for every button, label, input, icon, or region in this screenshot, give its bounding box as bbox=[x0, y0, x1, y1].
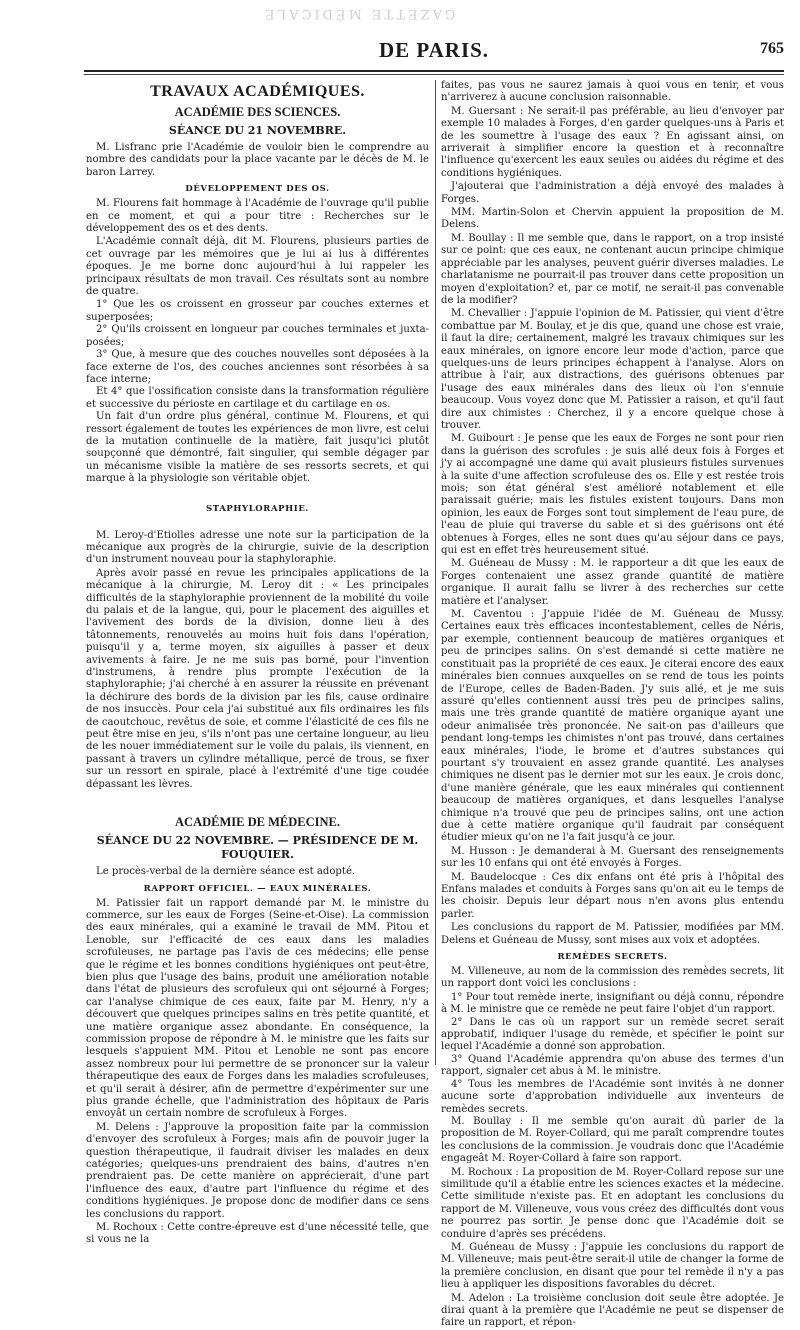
paragraph: M. Guibourt : Je pense que les eaux de Forges ne sont pour rien dans la guérison des scrofules : je suis allé deux fois à Forges et j'y ai accompagné une dame qui avait plusieurs fistules survenues à la suite d'une affection scrofuleuse des os. Elle y est restée trois mois; son état général s'est amélioré notablement et elle paraissait guérie; mais les fistules existent toujours. Dans mon opinion, les eaux de Forges sont tout simplement de l'eau pure, de l'eau de pluie qui traverse du sable et si des guérisons ont été obtenues à Forges, elles ne sont dues qu'au séjour dans ce pays, qui est en effet très heureusement situé. bbox=[441, 433, 784, 557]
paragraph: M. Adelon : La troisième conclusion doit seule être adoptée. Je dirai quant à la première que l'Académie ne peut se dispenser de faire un rapport, et répon- bbox=[441, 1292, 784, 1329]
seance-heading: SÉANCE DU 22 NOVEMBRE. — PRÉSIDENCE DE M. FOUQUIER. bbox=[96, 834, 419, 862]
paragraph: M. Baudelocque : Ces dix enfans ont été pris à l'hôpital des Enfans malades et conduits à Forges sans qu'on ait eu le temps de les choisir. Depuis leur départ nous n'en avons plus entendu parler. bbox=[441, 871, 784, 920]
paragraph: Les conclusions du rapport de M. Patissier, modifiées par MM. Delens et Guéneau de Mussy, sont mises aux voix et adoptées. bbox=[441, 922, 784, 946]
findings-list bbox=[86, 299, 429, 411]
paragraph: M. Chevallier : J'appuie l'opinion de M. Patissier, qui vient d'être combattue par M. Boulay, et je dis que, quand une chose est vraie, il faut la dire; certainement, malgré les travaux chimiques sur les eaux minérales, on ignore encore leur mode d'action, parce que quelques-uns de leurs principes échappent à l'analyse. Alors on attribue à l'air, aux distractions, des guérisons obtenues par l'usage des eaux minérales dans des lieux où l'on s'ennuie beaucoup. Vous voyez donc que M. Patissier a raison, et qu'il faut dire aux chimistes : Cherchez, il y a encore quelque chose à trouver. bbox=[441, 308, 784, 431]
paragraph: M. Villeneuve, au nom de la commission des remèdes secrets, lit un rapport dont voici les conclusions : bbox=[441, 966, 784, 990]
show-through-text: GAZETTE MÉDICALE bbox=[262, 6, 456, 21]
subheading: RAPPORT OFFICIEL. — EAUX MINÉRALES. bbox=[143, 883, 372, 894]
paragraph: M. Guéneau de Mussy : M. le rapporteur a dit que les eaux de Forges contenaient une assez grande quantité de matière organique. Il aurait fallu se livrer à des recherches sur cette matière et l'analyser. bbox=[441, 558, 784, 607]
header-rule bbox=[84, 70, 784, 72]
paragraph: M. Delens : J'approuve la proposition faite par la commission d'envoyer des scrofuleux à Forges; mais afin de pouvoir juger la question thérapeutique, il faudrait diviser les malades en deux catégories; quelques-uns prendraient des bains, d'autres n'en prendraient pas. De cette manière on apprécierait, d'une part l'influence des eaux, d'autre part l'influence du régime et des conditions hygiéniques. Je propose donc de modifier dans ce sens les conclusions du rapport. bbox=[86, 1121, 429, 1220]
list-item: 2° Dans le cas où un rapport sur un remède secret serait approbatif, indiquer l'usage du remède, et spécifier le point sur lequel l'Académie a donné son approbation. bbox=[441, 1016, 784, 1053]
column-divider bbox=[435, 80, 436, 1065]
paragraph: J'ajouterai que l'administration a déjà envoyé des malades à Forges. bbox=[441, 181, 784, 205]
paragraph: faites, pas vous ne saurez jamais à quoi vous en tenir, et vous n'arriverez à aucune conclusion raisonnable. bbox=[441, 80, 784, 104]
paragraph: M. Flourens fait hommage à l'Académie de l'ouvrage qu'il publie en ce moment, et qui a pour titre : Recherches sur le développement des os et des dents. bbox=[86, 198, 429, 235]
paragraph: M. Lisfranc prie l'Académie de vouloir bien le comprendre au nombre des candidats pour la place vacante par le décès de M. le baron Larrey. bbox=[86, 142, 429, 178]
left-column bbox=[86, 80, 429, 1246]
list-item: Et 4° que l'ossification consiste dans la transformation régulière et successive du périoste en cartilage et du cartilage en os. bbox=[86, 386, 429, 410]
subheading: STAPHYLORAPHIE. bbox=[206, 503, 309, 514]
paragraph: M. Boullay : Il me semble qu'on aurait dû parler de la proposition de M. Royer-Collard, qui me paraît comprendre toutes les conclusions de la commission. Je voudrais donc que l'Académie engageât M. Royer-Collard à faire son rapport. bbox=[441, 1115, 784, 1165]
right-column bbox=[441, 80, 784, 1329]
subheading: DÉVELOPPEMENT DES OS. bbox=[185, 184, 330, 195]
paragraph: Le procès-verbal de la dernière séance est adopté. bbox=[96, 866, 356, 878]
page-number: 765 bbox=[760, 40, 784, 57]
paragraph: Un fait d'un ordre plus général, continue M. Flourens, et qui ressort également de toutes les expériences de mon livre, est celui de la mutation continuelle de la matière, fait jusqu'ici plutôt soupçonné que démontré, fait singulier, qui semble dégager par un mécanisme visible la matière de ses ressorts secrets, et qui marque à la physiologie son véritable objet. bbox=[86, 411, 429, 485]
paragraph: L'Académie connaît déjà, dit M. Flourens, plusieurs parties de cet ouvrage par les mémoires que je lui ai lus à différentes époques. Je me borne donc aujourd'hui à lui rappeler les principaux résultats de mon travail. Ces résultats sont au nombre de quatre. bbox=[86, 236, 429, 298]
academy-heading: ACADÉMIE DE MÉDECINE. bbox=[175, 815, 340, 830]
seance-heading: SÉANCE DU 21 NOVEMBRE. bbox=[168, 124, 347, 137]
paragraph: M. Rochoux : La proposition de M. Royer-Collard repose sur une similitude qu'il a établie entre les sciences exactes et la médecine. Cette similitude n'existe pas. Et en adoptant les conclusions du rapport de M. Villeneuve, vous vous créez des difficultés dont vous ne pourrez pas sortir. Je pense donc que l'Académie doit se conduire d'après ses précédens. bbox=[441, 1166, 784, 1240]
running-title: DE PARIS. bbox=[378, 38, 490, 62]
paragraph: MM. Martin-Solon et Chervin appuient la proposition de M. Delens. bbox=[441, 207, 784, 231]
paragraph: M. Guersant : Ne serait-il pas préférable, au lieu d'envoyer par exemple 10 malades à Forges, d'en garder quelques-uns à Paris et de les soumettre à l'usage des eaux ? En agissant ainsi, on arriverait à simplifier encore la question et à reconnaître l'influence qu'exercent les eaux seules ou aidées du régime et des conditions hygiéniques. bbox=[441, 105, 784, 179]
paragraph: M. Patissier fait un rapport demandé par M. le ministre du commerce, sur les eaux de Forges (Seine-et-Oise). La commission des eaux minérales, qui a examiné le travail de MM. Pitou et Lenoble, sur l'efficacité de ces eaux dans les maladies scrofuleuses, ne partage pas l'avis de ces médecins; elle pense que le régime et les bonnes conditions hygiéniques ont peut-être, bien plus que l'usage des bains, produit une amélioration notable dans l'état de plusieurs des scrofuleux qui ont séjourné à Forges; car l'analyse chimique de ces eaux, faite par M. Henry, n'y a découvert que quelques principes salins en très petite quantité, et une matière organique assez abondante. En conséquence, la commission propose de répondre à M. le ministre que les faits sur lesquels s'appuient MM. Pitou et Lenoble ne sont pas encore assez nombreux pour lui permettre de se prononcer sur la valeur thérapeutique des eaux de Forges dans les maladies scrofuleuses, et qu'il serait à désirer, afin de permettre d'expérimenter sur une plus grande échelle, que l'administration des hôpitaux de Paris envoyât un certain nombre de scrofuleux à Forges. bbox=[86, 897, 429, 1120]
academy-heading: ACADÉMIE DES SCIENCES. bbox=[174, 105, 341, 119]
conclusions-list bbox=[441, 992, 784, 1116]
paragraph: M. Rochoux : Cette contre-épreuve est d'une nécessité telle, que si vous ne la bbox=[86, 1222, 429, 1246]
paragraph: M. Caventou : J'appuie l'idée de M. Guéneau de Mussy. Certaines eaux très efficaces incontestablement, celles de Néris, par exemple, contiennent beaucoup de matières organiques et peu de principes salins. On s'est demandé si cette matière ne constituait pas la propriété de ces eaux. Je citerai encore des eaux minérales bien connues auxquelles on se rend de tous les points de l'Europe, celles de Baden-Baden. J'y suis allé, et je me suis assuré qu'elles contiennent aussi très peu de principes salins, mais une très grande quantité de matière organique ayant une odeur animalisée très prononcée. Ne sait-on pas d'ailleurs que pendant long-temps les chimistes n'ont pas trouvé, dans certaines eaux minérales, l'iode, le brome et d'autres substances qui pourtant s'y trouvaient en assez grande quantité. Les analyses chimiques ne disent pas le dernier mot sur les eaux. Je crois donc, d'une manière générale, que les eaux minérales qui contiennent beaucoup de matières organiques, et dans lesquelles l'analyse chimique n'a trouvé que peu de principes salins, ont une action due à cette matière organique qu'il faudrait par conséquent étudier mieux qu'on ne l'a fait jusqu'à ce jour. bbox=[441, 609, 784, 844]
paragraph: M. Husson : Je demanderai à M. Guersant des renseignements sur les 10 enfans qui ont été envoyés à Forges. bbox=[441, 845, 784, 870]
list-item: 4° Tous les membres de l'Académie sont invités à ne donner aucune sorte d'approbation individuelle aux inventeurs de remèdes secrets. bbox=[441, 1078, 784, 1115]
paragraph: Après avoir passé en revue les principales applications de la mécanique à la chirurgie, M. Leroy dit : « Les principales difficultés de la staphyloraphie proviennent de la mobilité du voile du palais et de la langue, qui, pour le placement des aiguilles et l'avivement des bords de la division, donne lieu à des tâtonnements, renouvelés au moins huit fois dans l'opération, puisqu'il y a, terme moyen, six aiguilles à passer et deux avivements à faire. Je ne me suis pas borné, pour l'invention d'instrumens, à rendre plus prompte l'exécution de la staphyloraphie; j'ai cherché à en assurer la réussite en prévenant la déchirure des bords de la division par les fils, cause ordinaire de nos insuccès. Pour cela j'ai substitué aux fils ordinaires les fils de caoutchouc, revêtus de soie, et comme l'élasticité de ces fils ne peut être mise en jeu, s'ils n'ont pas une certaine longueur, au lieu de les nouer immédiatement sur le voile du palais, ils viennent, en passant à travers un cylindre métallique, percé de trous, se fixer sur un ressort en spirale, placé à l'extrémité d'une tige coudée dépassant les lèvres. bbox=[86, 567, 429, 790]
paragraph: M. Leroy-d'Etiolles adresse une note sur la participation de la mécanique aux progrès de la chirurgie, suivie de la description d'un instrument nouveau pour la staphyloraphie. bbox=[86, 529, 429, 566]
paragraph: M. Boullay : Il me semble que, dans le rapport, on a trop insisté sur ce point: que ces eaux, ne contenant aucun principe chimique appréciable par les analyses, peuvent guérir diverses maladies. Le charlatanisme ne pourrait-il pas trouver dans cette proposition un moyen d'exploitation? et, par ce motif, ne serait-il pas convenable de la modifier? bbox=[441, 232, 784, 306]
list-item: 1° Que les os croissent en grosseur par couches externes et superposées; bbox=[86, 299, 429, 323]
list-item: 1° Pour tout remède inerte, insignifiant ou déjà connu, répondre à M. le ministre que ce remède ne peut faire l'objet d'un rapport. bbox=[441, 991, 784, 1016]
header-rule-thin bbox=[84, 74, 784, 75]
list-item: 3° Que, à mesure que des couches nouvelles sont déposées à la face externe de l'os, des couches anciennes sont résorbées à sa face interne; bbox=[86, 349, 429, 385]
paragraph: M. Guéneau de Mussy : J'appuie les conclusions du rapport de M. Villeneuve; mais peut-être serait-il utile de changer la forme de la première conclusion, en disant que pour tel remède il n'y a pas lieu à appliquer les dispositions favorables du décret. bbox=[441, 1241, 784, 1291]
masthead bbox=[84, 36, 784, 68]
subheading: REMÈDES SECRETS. bbox=[557, 952, 668, 963]
section-title: TRAVAUX ACADÉMIQUES. bbox=[150, 83, 365, 100]
list-item: 2° Qu'ils croissent en longueur par couches terminales et juxta-posées; bbox=[86, 324, 429, 348]
list-item: 3° Quand l'Académie apprendra qu'on abuse des termes d'un rapport, signaler cet abus à M. le ministre. bbox=[441, 1053, 784, 1078]
